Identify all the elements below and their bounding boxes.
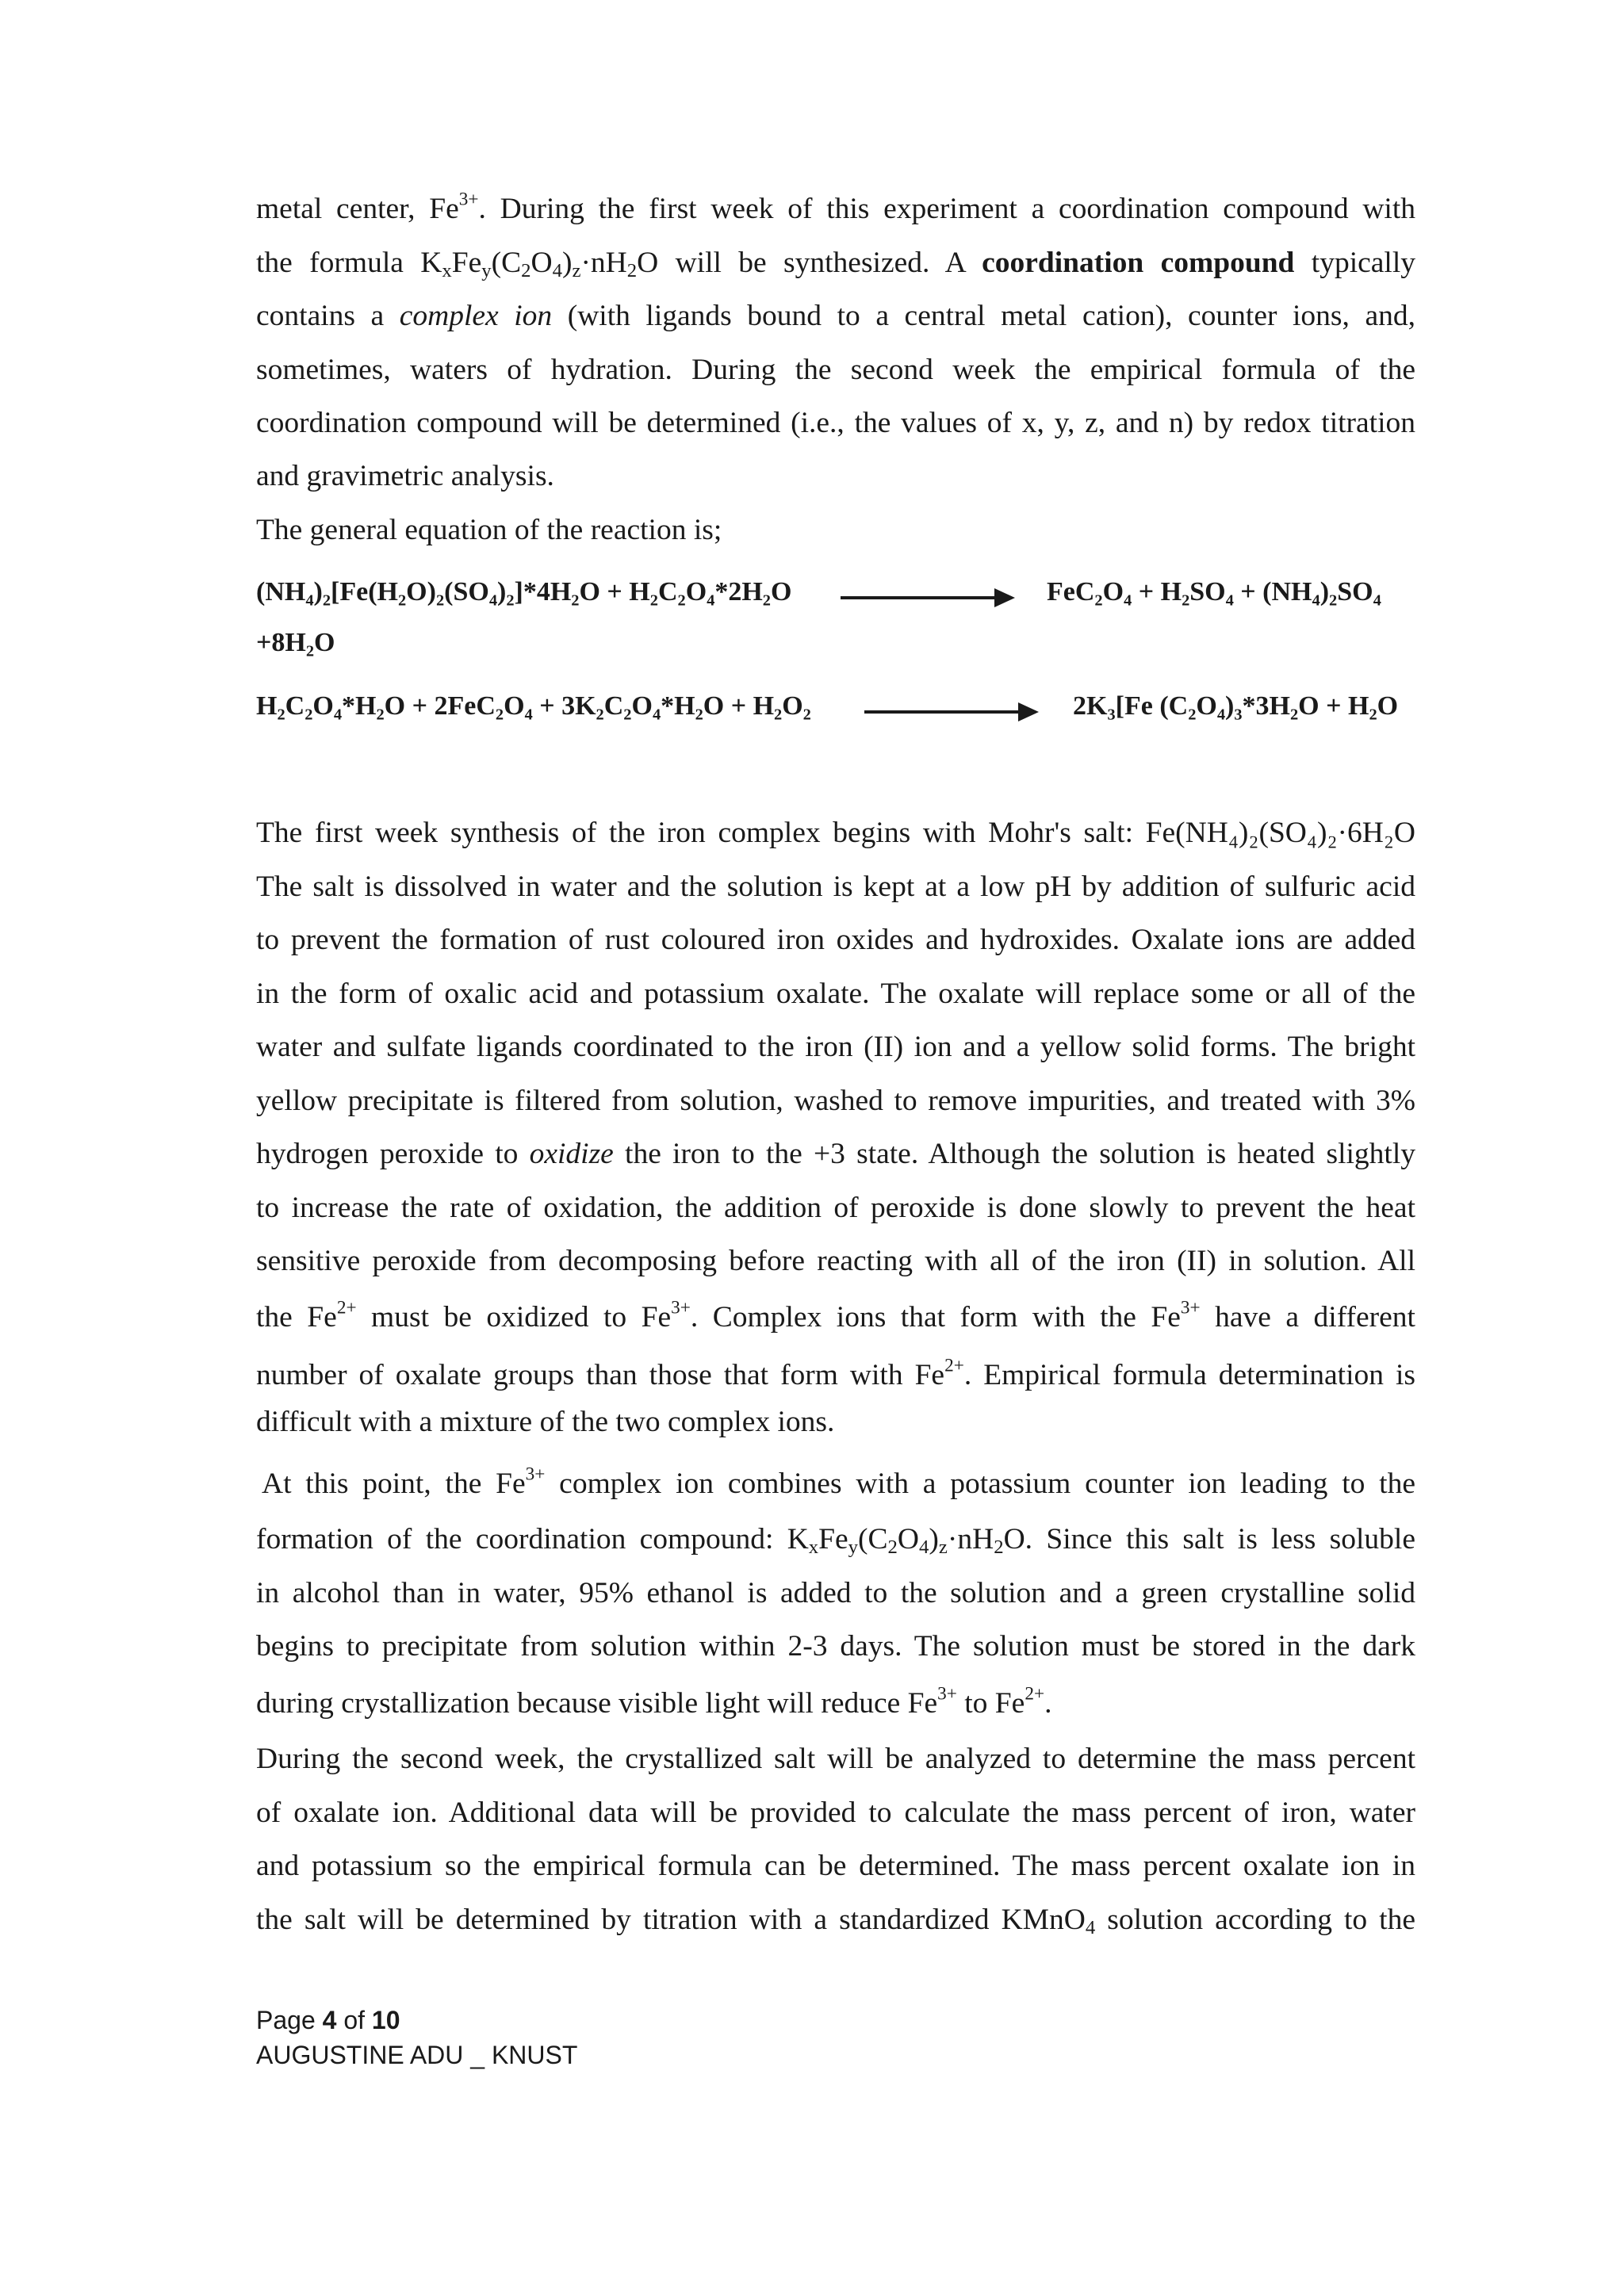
text-line: sensitive peroxide from decomposing before reacting with all of the iron (II) in solution. All [256, 1245, 1415, 1277]
text-line: in the form of oxalic acid and potassium oxalate. The oxalate will replace some or all of the [256, 977, 1415, 1010]
text-line: The general equation of the reaction is; [256, 513, 722, 546]
text-line: At this point, the $Fe^{3+}$ complex ion combines with a potassium counter ion leading to the [262, 1464, 1415, 1500]
text-line: metal center, $Fe^{3+}$. During the first week of this experiment a coordination compound with [256, 189, 1415, 225]
text-line: and gravimetric analysis. [256, 460, 554, 492]
text-line: water and sulfate ligands coordinated to the iron (II) ion and a yellow solid forms. The bright [256, 1031, 1415, 1063]
text-line: begins to precipitate from solution within 2-3 days. The solution must be stored in the dark [256, 1630, 1415, 1663]
equation-1-continued: +8H₂O [256, 628, 335, 657]
intro-paragraph [256, 182, 1415, 450]
crystallization-paragraph-body [256, 1513, 1415, 1674]
synthesis-paragraph [256, 806, 1415, 1404]
text-line: hydrogen peroxide to oxidize the iron to the +3 state. Although the solution is heated slightly [256, 1138, 1416, 1170]
text-line: number of oxalate groups than those that form with $Fe^{2+}$. Empirical formula determination is [256, 1354, 1416, 1391]
text-line: the $Fe^{2+}$ must be oxidized to $Fe^{3+}$. Complex ions that form with the $Fe^{3+}$ have a different [256, 1296, 1415, 1334]
text-line: the formula $K_xFe_y(C_2O_4)_z\cdot nH_2O$ will be synthesized. A coordination compound typically [256, 246, 1415, 281]
equation-2-reactants: H₂C₂O₄*H₂O + 2FeC₂O₄ + 3K₂C₂O₄*H₂O + H₂O₂ [256, 691, 811, 721]
reaction-arrow-icon [864, 710, 1036, 714]
text-line: The salt is dissolved in water and the solution is kept at a low pH by addition of sulfuric acid [256, 870, 1415, 903]
reaction-arrow-icon [841, 596, 1012, 599]
text-line: formation of the coordination compound: $K_xFe_y(C_2O_4)_z\cdot nH_2O$. Since this salt is less soluble [256, 1523, 1415, 1559]
text-line: coordination compound will be determined (i.e., the values of x, y, z, and n) by redox titration [256, 407, 1415, 439]
text-line: in alcohol than in water, 95% ethanol is added to the solution and a green crystalline solid [256, 1576, 1415, 1609]
equation-2-products: 2K₃[Fe (C₂O₄)₃*3H₂O + H₂O [1073, 691, 1399, 721]
text-line: contains a complex ion (with ligands bound to a central metal cation), counter ions, and, [256, 300, 1415, 332]
synthesis-paragraph-end [256, 1395, 1415, 1449]
text-line: difficult with a mixture of the two complex ions. [256, 1406, 835, 1438]
crystallization-paragraph [262, 1455, 1415, 1513]
text-line: yellow precipitate is filtered from solution, washed to remove impurities, and treated with 3% [256, 1084, 1415, 1117]
page-number: Page 4 of 10 [256, 2006, 400, 2034]
equation-1-reactants: (NH₄)₂[Fe(H₂O)₂(SO₄)₂]*4H₂O + H₂C₂O₄*2H₂O [256, 577, 792, 607]
crystallization-paragraph-end [256, 1674, 1415, 1732]
text-line: the salt will be determined by titration with a standardized KMnO$_4$ solution according to the [256, 1903, 1415, 1938]
footer-author: AUGUSTINE ADU _ KNUST [256, 2041, 578, 2069]
text-line: to prevent the formation of rust coloured iron oxides and hydroxides. Oxalate ions are added [256, 924, 1415, 956]
intro-paragraph-end [256, 450, 1415, 557]
text-line: sometimes, waters of hydration. During the second week the empirical formula of the [256, 353, 1415, 386]
equation-1-products: FeC₂O₄ + H₂SO₄ + (NH₄)₂SO₄ [1047, 577, 1381, 607]
text-line: of oxalate ion. Additional data will be provided to calculate the mass percent of iron, water [256, 1796, 1415, 1829]
text-line: to increase the rate of oxidation, the addition of peroxide is done slowly to prevent the heat [256, 1191, 1415, 1224]
text-line: The first week synthesis of the iron complex begins with Mohr's salt: Fe(NH₄)₂(SO₄)₂·6H₂O [256, 817, 1415, 849]
text-line: During the second week, the crystallized salt will be analyzed to determine the mass percent [256, 1743, 1415, 1775]
analysis-paragraph [256, 1732, 1415, 1946]
text-line: and potassium so the empirical formula can be determined. The mass percent oxalate ion in [256, 1850, 1415, 1882]
text-line: during crystallization because visible light will reduce $Fe^{3+}$ to $Fe^{2+}$. [256, 1683, 1052, 1720]
